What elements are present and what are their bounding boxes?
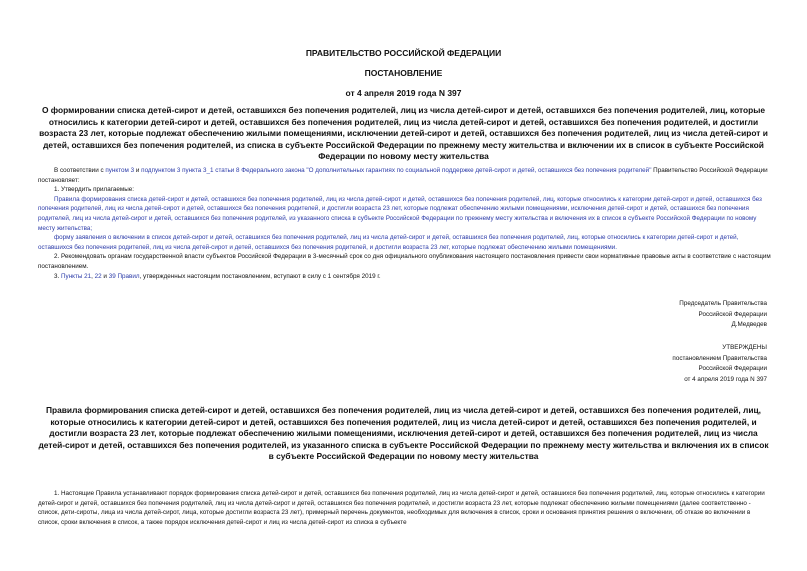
document-type-heading: ПОСТАНОВЛЕНИЕ [364, 68, 443, 78]
item-2-paragraph: 2. Рекомендовать органам государственной власти субъектов Российской Федерации в 3-месячный срок со дня официального опубликования настоящего постановления привести свои нормативные правовые акты в соответствие с настоящим постановлением. [38, 253, 771, 270]
approved-label: УТВЕРЖДЕНЫ [722, 344, 767, 351]
item-3-sep-2: и [101, 272, 109, 280]
item-3-paragraph [38, 272, 771, 282]
date-number-heading: от 4 апреля 2019 года N 397 [345, 88, 462, 98]
decree-body [38, 166, 771, 281]
signature-name: Д.Медведев [731, 321, 767, 328]
approved-rules-link[interactable]: Правила формирования списка детей-сирот и детей, оставшихся без попечения родителей, лиц из числа детей-сирот и детей, оставшихся без попечения родителей, лиц, которые относились к категории детей-сирот и детей, оставшихся без попечения родителей, лиц из числа детей-сирот и детей, оставшихся без попечения родителей, и достигли возраста 23 лет, которые подлежат обеспечению жилыми помещениями, исключения детей-сирот и детей, оставшихся без попечения родителей, лиц из числа детей-сирот и детей, оставшихся без попечения родителей, из указанного списка в субъекте Российской Федерации по прежнему месту жительства и включения их в список в субъекте Российской Федерации по новому месту жительства; [38, 195, 762, 232]
item-1-lead: 1. Утвердить прилагаемые: [54, 186, 134, 194]
decrees-word: постановляет: [38, 176, 80, 184]
rules-body [38, 489, 771, 527]
approval-block [467, 343, 767, 385]
signature-block [467, 299, 767, 331]
preamble-text-3: Правительство Российской Федерации [651, 167, 768, 174]
item-3-number: 3. [54, 272, 62, 280]
points-21-link[interactable]: Пункты 21 [61, 272, 92, 280]
signature-country: Российской Федерации [698, 310, 767, 318]
rules-title: Правила формирования списка детей-сирот и детей, оставшихся без попечения родителей, лиц из числа детей-сирот и детей, оставшихся без попечения родителей, лиц, которые относились к категории детей-сирот и детей, оставшихся без попечения родителей, лиц из числа детей-сирот и детей, оставшихся без попечения родителей, и достигли возраста 23 лет, которые подлежат обеспечению жилыми помещениями, исключения детей-сирот и детей, оставшихся без попечения родителей, лиц из числа детей-сирот и детей, оставшихся без попечения родителей, из указанного списка в субъекте Российской Федерации по прежнему месту жительства и включения их в список в субъекте Российской Федерации по новому месту жительства [38, 405, 769, 461]
preamble-text-1: В соответствии с [54, 167, 106, 174]
application-form-link[interactable]: форму заявления о включении в список детей-сирот и детей, оставшихся без попечения родителей, лиц из числа детей-сирот и детей, оставшихся без попечения родителей, лиц, которые относились к категории детей-сирот и детей, оставшихся без попечения родителей, лиц из числа детей-сирот и детей, оставшихся без попечения родителей, и достигли возраста 23 лет, которые подлежат обеспечению жилыми помещениями. [38, 234, 739, 251]
decree-title: О формировании списка детей-сирот и детей, оставшихся без попечения родителей, лиц из числа детей-сирот и детей, оставшихся без попечения родителей, лиц, которые относились к категории детей-сирот и детей, оставшихся без попечения родителей, лиц из числа детей-сирот и детей, оставшихся без попечения родителей, и достигли возраста 23 лет, которые подлежат обеспечению жилыми помещениями, исключении детей-сирот и детей, оставшихся без попечения родителей, лиц из числа детей-сирот и детей, оставшихся без попечения родителей, из списка в субъекте Российской Федерации по прежнему месту жительства и включении их в список в субъекте Российской Федерации по новому месту жительства [39, 105, 768, 161]
signature-position: Председатель Правительства [679, 300, 767, 307]
government-heading: ПРАВИТЕЛЬСТВО РОССИЙСКОЙ ФЕДЕРАЦИИ [305, 48, 502, 58]
law-subpoint-link[interactable]: подпунктом 3 пункта 3_1 статьи 8 Федерального закона "О дополнительных гарантиях по социальной поддержке детей-сирот и детей, оставшихся без попечения родителей" [141, 167, 652, 174]
preamble-text-2: и [134, 167, 142, 174]
item-3-rest: , утвержденных настоящим постановлением, вступают в силу с 1 сентября 2019 г. [139, 272, 381, 280]
rules-paragraph-1: 1. Настоящие Правила устанавливают порядок формирования списка детей-сирот и детей, оставшихся без попечения родителей, лиц из числа детей-сирот и детей, оставшихся без попечения родителей, лиц, которые относились к категории детей-сирот и детей, оставшихся без попечения родителей, лиц из числа детей-сирот и детей, оставшихся без попечения родителей, и достигли возраста 23 лет, которые подлежат обеспечению жилыми помещениями (далее соответственно - список, дети-сироты, лица из числа детей-сирот, лица, которые достигли возраста 23 лет), примерный перечень документов, необходимых для включения в список, сроки и основания принятия решения о включении, об отказе во включении в список, сроки включения в список, а также порядок исключения детей-сирот и лиц из числа детей-сирот из списка в субъекте [38, 490, 765, 526]
approved-country: Российской Федерации [698, 365, 767, 372]
point-22-link[interactable]: 22 [94, 272, 102, 280]
approved-by: постановлением Правительства [672, 354, 767, 362]
law-point-3-link[interactable]: пунктом 3 [105, 167, 135, 174]
approved-date: от 4 апреля 2019 года N 397 [684, 375, 767, 383]
item-3-sep-1: , [91, 272, 95, 280]
preamble-paragraph [38, 166, 771, 176]
rules-39-link[interactable]: 39 Правил [108, 272, 140, 280]
